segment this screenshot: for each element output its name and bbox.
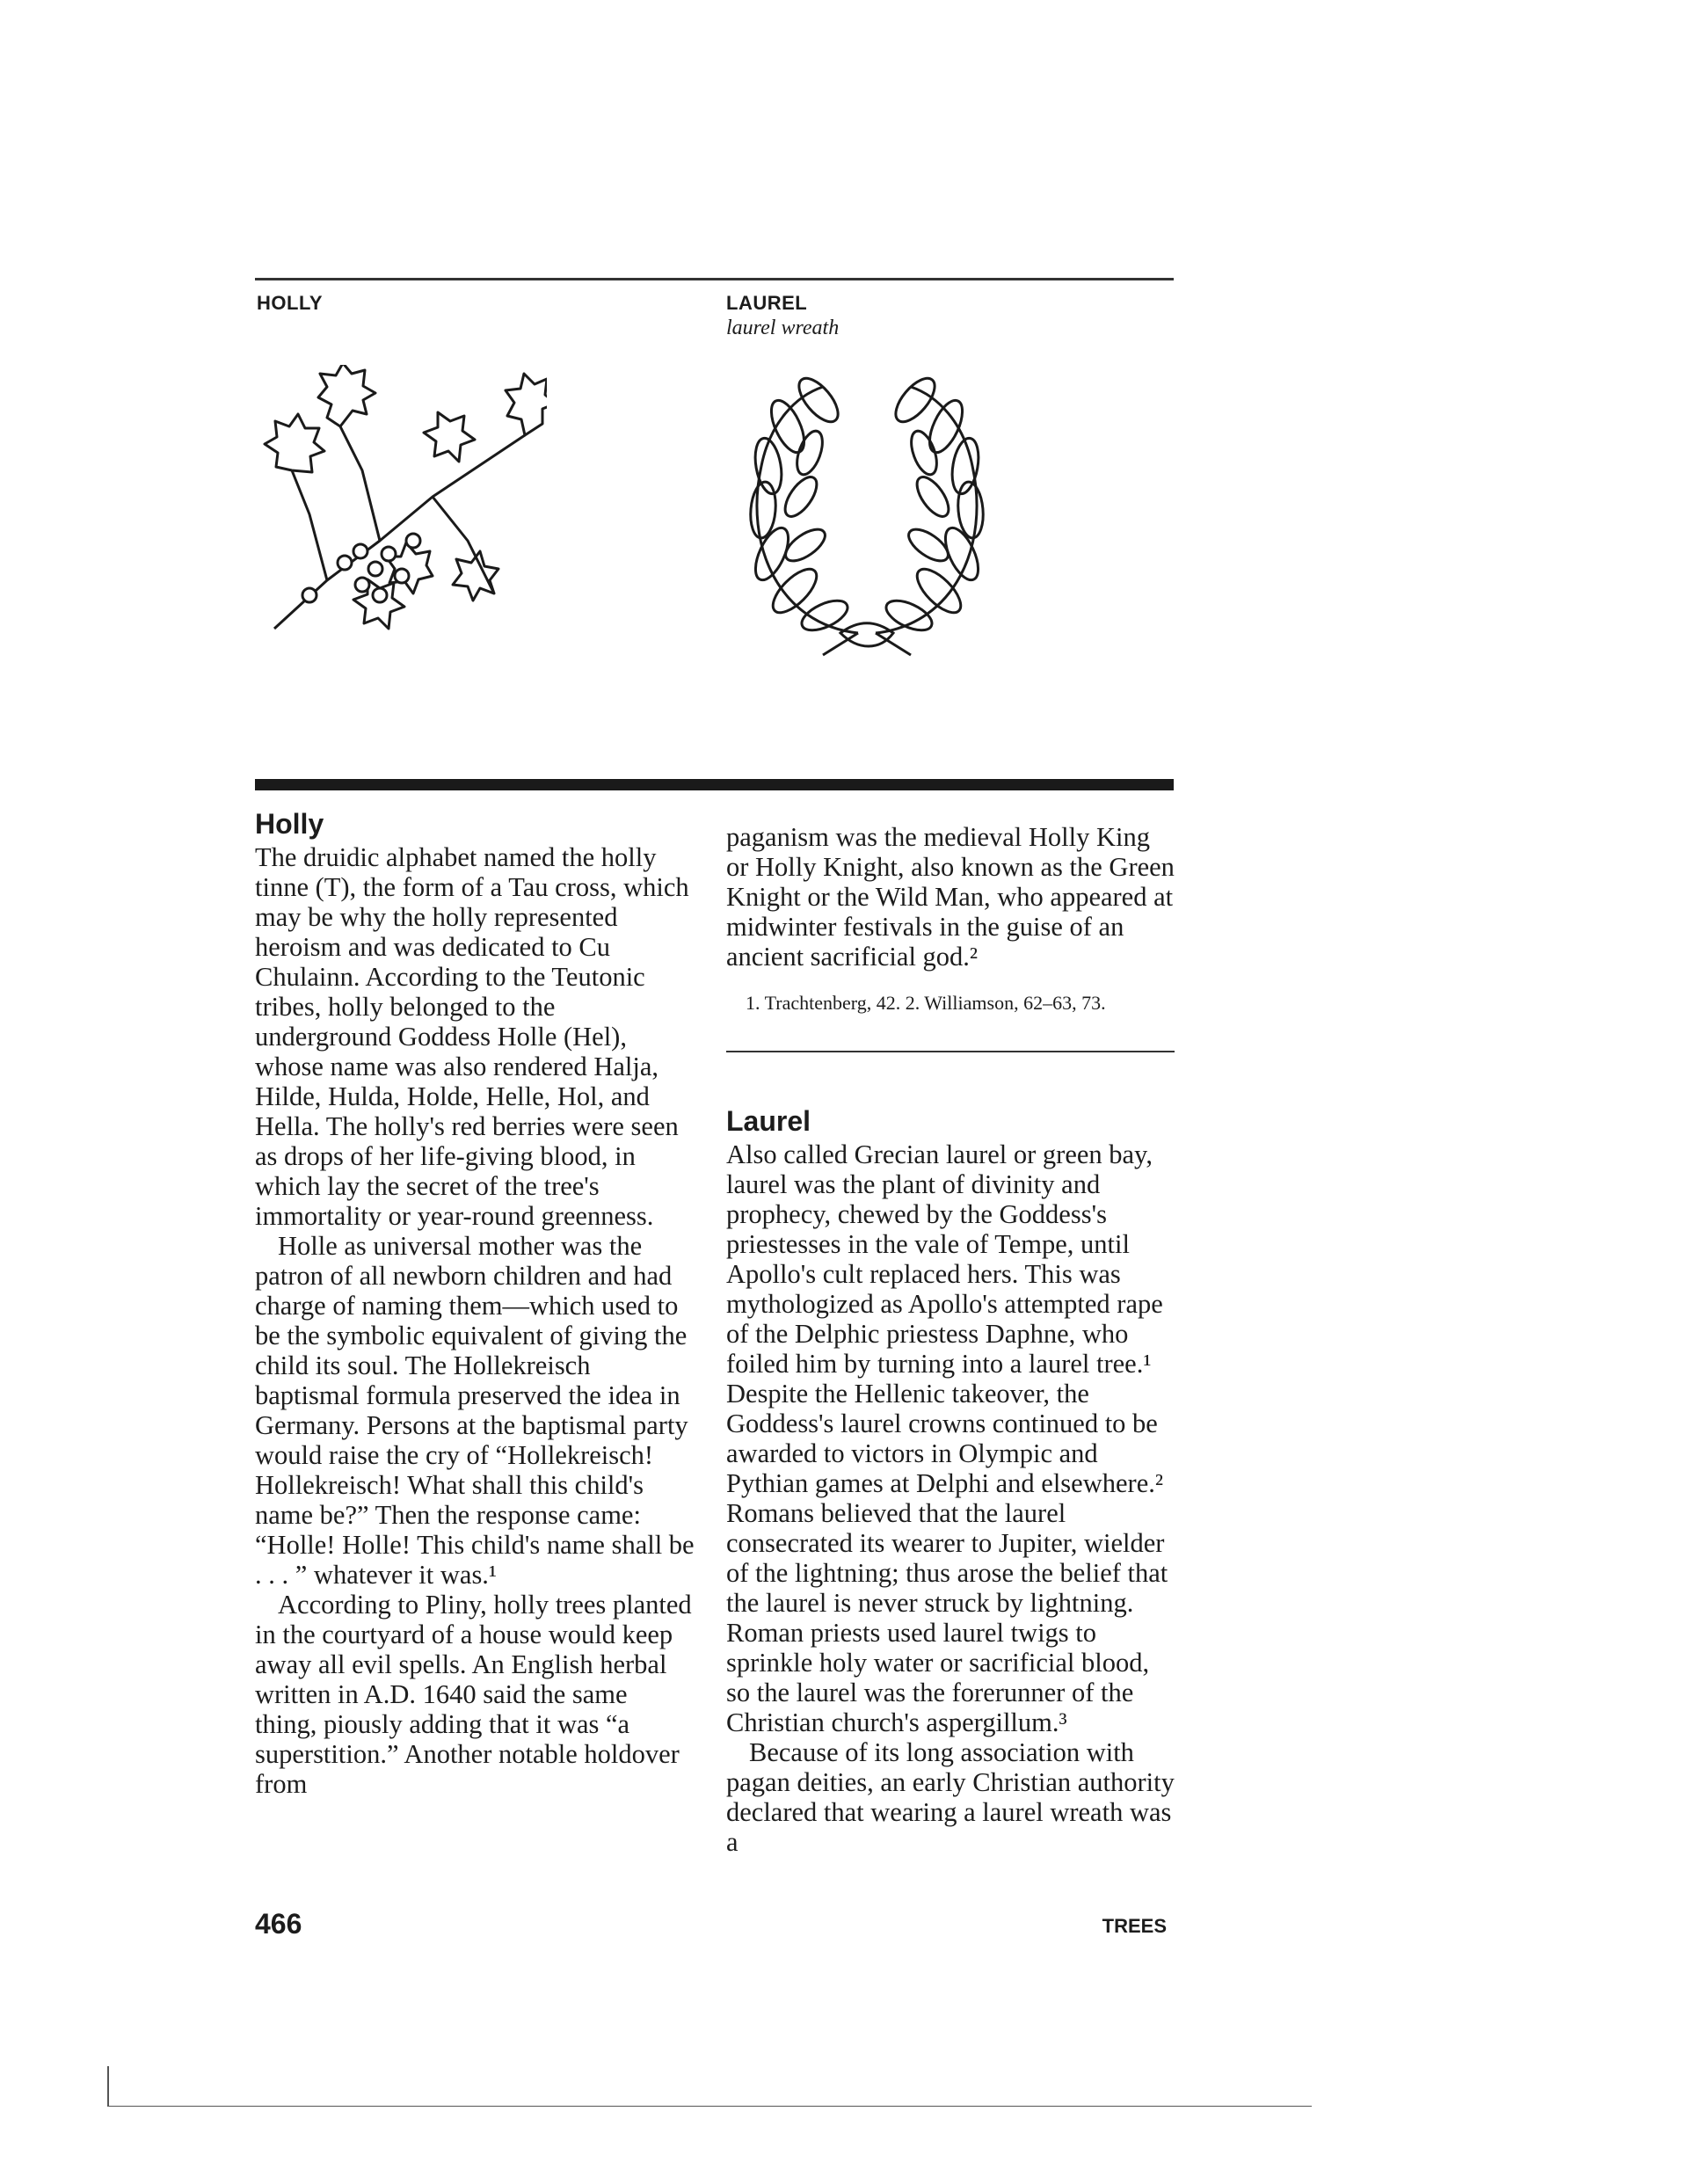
right-column bbox=[726, 822, 1175, 1016]
section-name: TREES bbox=[1102, 1915, 1167, 1937]
laurel-figure-caption: laurel wreath bbox=[726, 317, 840, 339]
holly-paragraph-2: Holle as universal mother was the patron of all newborn children and had charge of naming them—which used to be the symbolic equivalent of giving the child its soul. The Hollekreisch baptismal formula preserved the idea in Germany. Persons at the baptismal party would raise the cry of “Hollekreisch! Hollekreisch! What shall this child's name be?” Then the response came: “Holle! Holle! This child's name shall be . . . ” whatever it was.¹ bbox=[255, 1231, 695, 1590]
laurel-paragraph-1: Also called Grecian laurel or green bay, laurel was the plant of divinity and prophecy, chewed by the Goddess's priestesses in the vale of Tempe, until Apollo's cult replaced hers. This was mythologized as Apollo's attempted rape of the Delphic priestess Daphne, who foiled him by turning into a laurel tree.¹ Despite the Hellenic takeover, the Goddess's laurel crowns continued to be awarded to victors in Olympic and Pythian games at Delphi and elsewhere.² Romans believed that the laurel consecrated its wearer to Jupiter, wielder of the lightning; thus arose the belief that the laurel is never struck by lightning. Roman priests used laurel twigs to sprinkle holy water or sacrificial blood, so the laurel was the forerunner of the Christian church's aspergillum.³ bbox=[726, 1139, 1168, 1737]
notes-rule bbox=[726, 1051, 1175, 1052]
left-column bbox=[255, 809, 695, 1799]
laurel-paragraph-2: Because of its long association with pagan deities, an early Christian authority declared that wearing a laurel wreath was a bbox=[726, 1737, 1175, 1857]
holly-heading: Holly bbox=[255, 808, 324, 840]
laurel-wreath-icon bbox=[726, 369, 1008, 659]
holly-figure-label: HOLLY bbox=[257, 292, 324, 314]
laurel-figure-label: LAUREL bbox=[726, 292, 808, 314]
holly-paragraph-1: The druidic alphabet named the holly tinne (T), the form of a Tau cross, which may be why the holly represented heroism and was dedicated to Cu Chulainn. According to the Teutonic tribes, holly belonged to the underground Goddess Holle (Hel), whose name was also rendered Halja, Hilde, Hulda, Holde, Helle, Hol, and Hella. The holly's red berries were seen as drops of her life-giving blood, in which lay the secret of the tree's immortality or year-round greenness. bbox=[255, 842, 689, 1231]
holly-paragraph-3: According to Pliny, holly trees planted in the courtyard of a house would keep away all evil spells. An English herbal written in A.D. 1640 said the same thing, piously adding that it was “a superstition.” Another notable holdover from bbox=[255, 1590, 692, 1799]
laurel-section bbox=[726, 1106, 1175, 1857]
thick-section-rule bbox=[255, 779, 1174, 790]
scan-edge-mark bbox=[107, 2066, 109, 2107]
top-rule bbox=[255, 278, 1174, 280]
scan-edge-line bbox=[107, 2106, 1312, 2107]
holly-notes: 1. Trachtenberg, 42. 2. Williamson, 62–63, 73. bbox=[746, 992, 1106, 1014]
holly-paragraph-4: paganism was the medieval Holly King or Holly Knight, also known as the Green Knight or the Wild Man, who appeared at midwinter festivals in the guise of an ancient sacrificial god.² bbox=[726, 822, 1175, 972]
holly-branch-icon bbox=[257, 365, 547, 651]
page-number: 466 bbox=[255, 1908, 302, 1940]
laurel-heading: Laurel bbox=[726, 1105, 811, 1137]
